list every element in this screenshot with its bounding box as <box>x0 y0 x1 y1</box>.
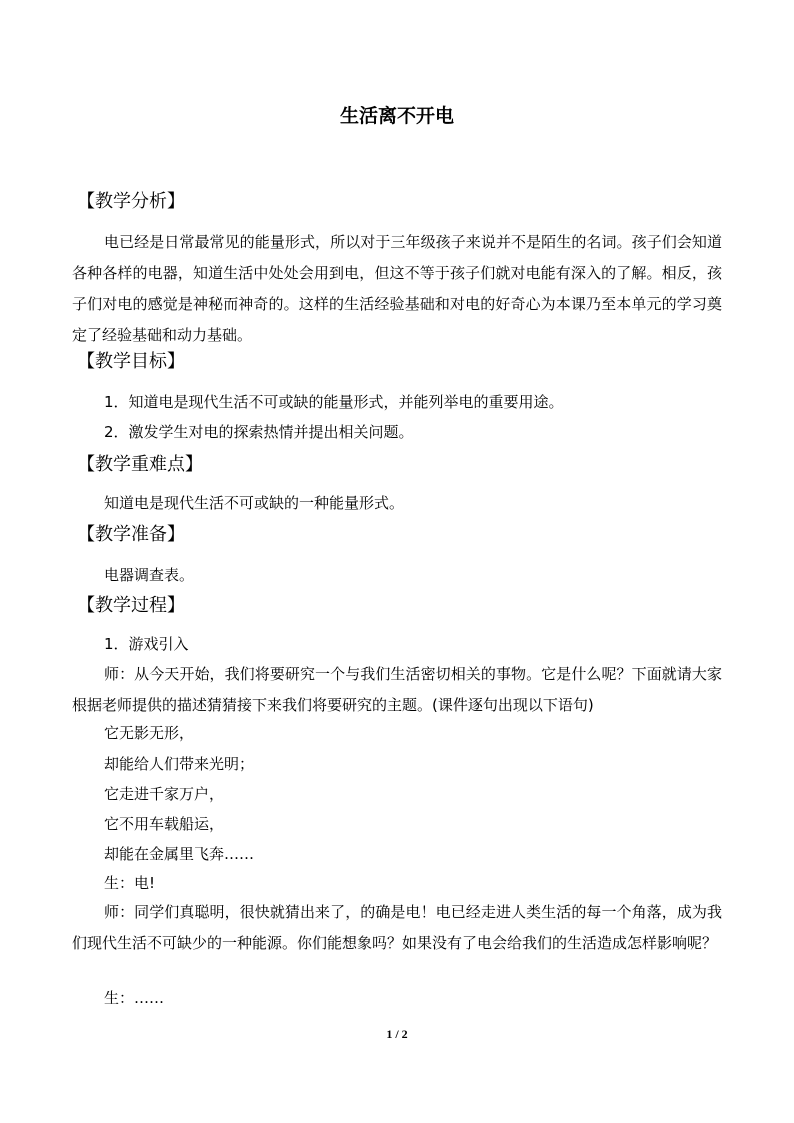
page-title: 生活离不开电 <box>339 105 454 127</box>
heading-analysis: 【教学分析】 <box>77 191 185 212</box>
key-points-text: 知道电是现代生活不可或缺的一种能量形式。 <box>104 494 405 512</box>
heading-process: 【教学过程】 <box>77 595 185 616</box>
process-step-1: 1．游戏引入 <box>104 635 189 653</box>
heading-preparation: 【教学准备】 <box>77 524 185 545</box>
riddle-line-3: 它走进千家万户， <box>104 785 225 803</box>
student-answer-1: 生：电! <box>104 874 156 892</box>
riddle-line-4: 它不用车载船运， <box>104 815 225 833</box>
heading-key-points: 【教学重难点】 <box>77 454 203 475</box>
goal-item-2: 2．激发学生对电的探索热情并提出相关问题。 <box>104 423 414 441</box>
teacher-intro-paragraph: 师：从今天开始，我们将要研究一个与我们生活密切相关的事物。它是什么呢？下面就请大家根据老师提供的描述猜猜接下来我们将要研究的主题。(课件逐句出现以下语句) <box>72 665 722 714</box>
analysis-paragraph: 电已经是日常最常见的能量形式，所以对于三年级孩子来说并不是陌生的名词。孩子们会知道各种各样的电器，知道生活中处处会用到电，但这不等于孩子们就对电能有深入的了解。相反，孩子们对电的感觉是神秘而神奇的。这样的生活经验基础和对电的好奇心为本课乃至本单元的学习奠定了经验基础和动力基础。 <box>72 233 722 344</box>
riddle-line-1: 它无影无形， <box>104 724 195 742</box>
goal-item-1: 1．知道电是现代生活不可或缺的能量形式，并能列举电的重要用途。 <box>104 393 564 411</box>
riddle-line-2: 却能给人们带来光明； <box>104 755 255 773</box>
student-answer-2: 生：…… <box>104 989 165 1007</box>
riddle-line-5: 却能在金属里飞奔…… <box>104 845 255 863</box>
page-number: 1 / 2 <box>386 1027 408 1041</box>
heading-goals: 【教学目标】 <box>77 351 185 372</box>
preparation-text: 电器调查表。 <box>104 566 195 584</box>
teacher-follow-paragraph: 师：同学们真聪明，很快就猜出来了，的确是电！电已经走进人类生活的每一个角落，成为我们现代生活不可缺少的一种能源。你们能想象吗？如果没有了电会给我们的生活造成怎样影响呢？ <box>72 903 722 952</box>
